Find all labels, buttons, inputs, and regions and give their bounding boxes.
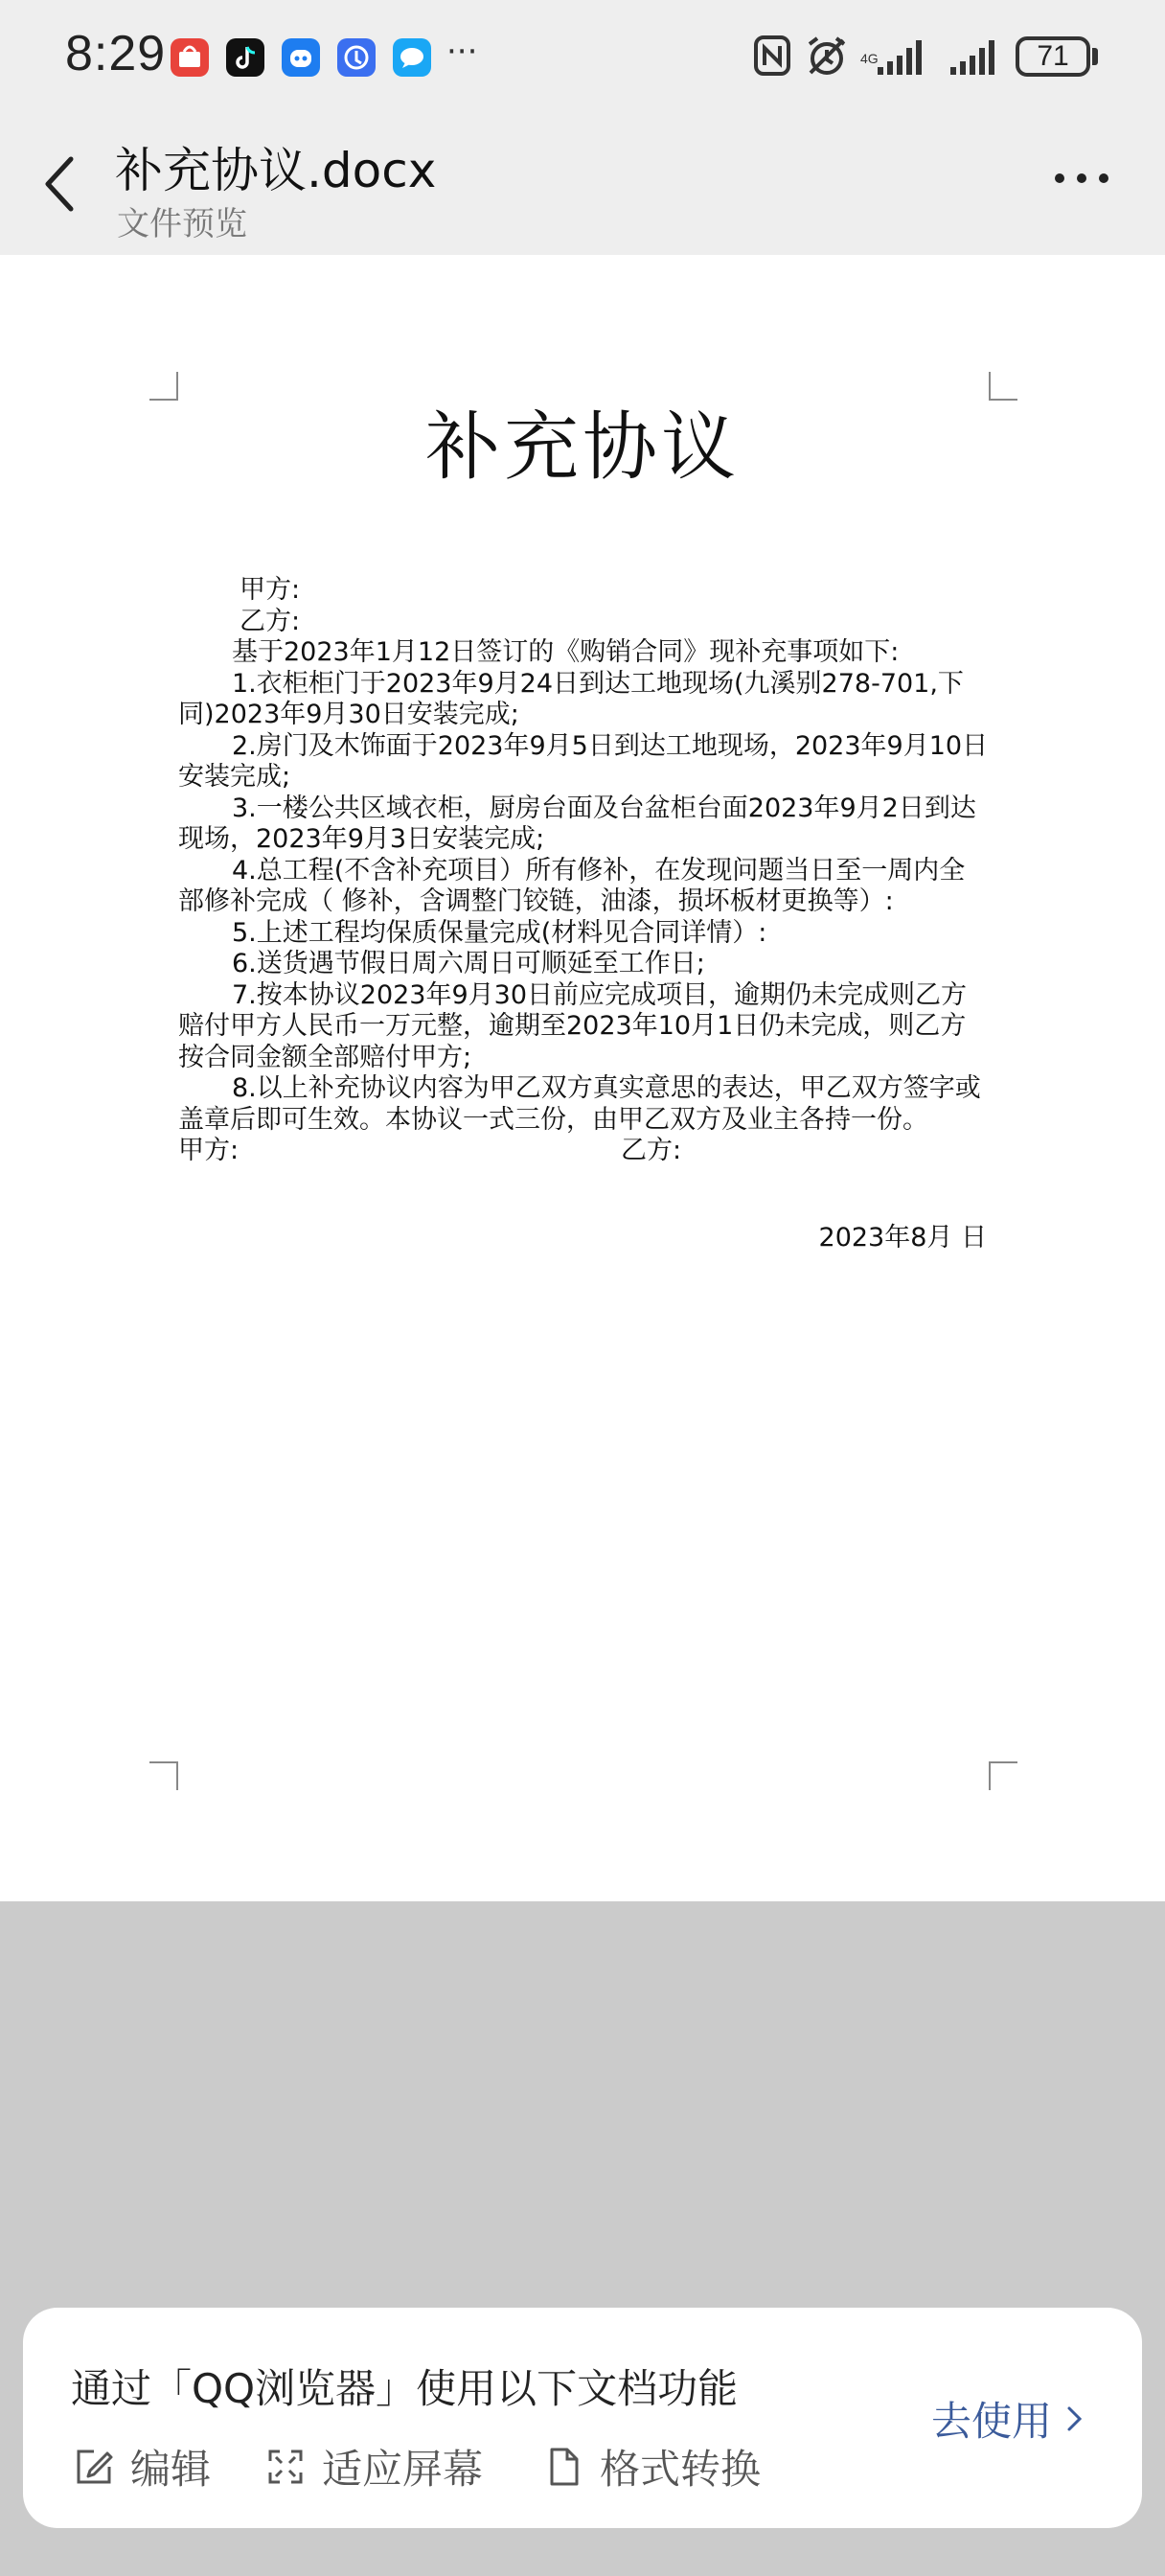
edit-feature-label: 编辑 — [130, 2446, 212, 2493]
party-a-line: 甲方: — [240, 575, 301, 605]
more-notifications-indicator: ··· — [446, 33, 478, 71]
paragraph: 1.衣柜柜门于2023年9月24日到达工地现场(九溪别278-701,下同)2023年9月30日安装完成; — [178, 668, 964, 729]
paragraph: 3.一楼公共区域衣柜，厨房台面及台盆柜台面2023年9月2日到达现场，2023年9月3日安装完成; — [178, 793, 976, 854]
message-icon — [393, 38, 431, 77]
chevron-right-icon — [1065, 2403, 1085, 2435]
signature-party-b: 乙方: — [621, 1136, 682, 1165]
more-options-button[interactable] — [1048, 161, 1115, 196]
document-title: 补充协议 — [424, 404, 740, 491]
paragraph: 5.上述工程均保质保量完成(材料见合同详情）: — [232, 917, 767, 948]
page-corner-mark — [989, 1761, 1017, 1790]
nfc-icon — [753, 34, 791, 77]
paragraph: 基于2023年1月12日签订的《购销合同》现补充事项如下: — [232, 637, 900, 667]
huawei-store-icon — [171, 38, 209, 77]
file-subtitle: 文件预览 — [117, 205, 247, 243]
signal-icon — [860, 34, 929, 79]
alarm-icon — [805, 34, 849, 79]
bot-app-icon — [282, 38, 320, 77]
document-page[interactable] — [0, 255, 1165, 1901]
signal-icon — [948, 34, 998, 79]
paragraph: 6.送货遇节假日周六周日可顺延至工作日; — [232, 949, 705, 978]
go-use-button[interactable] — [931, 2390, 1085, 2448]
document-icon — [542, 2446, 584, 2488]
go-use-label: 去使用 — [931, 2398, 1053, 2445]
party-b-line: 乙方: — [240, 606, 301, 636]
signature-row — [178, 1136, 989, 1167]
paragraph: 4.总工程(不含补充项目）所有修补，在发现问题当日至一周内全部修补完成（ 修补，含调整门铰链，油漆，损坏板材更换等）: — [178, 855, 966, 916]
document-body — [178, 575, 989, 1254]
battery-indicator: 71 — [1016, 36, 1090, 77]
qq-browser-promo-card — [23, 2308, 1142, 2528]
promo-text: 通过「QQ浏览器」使用以下文档功能 — [71, 2365, 739, 2412]
fit-screen-feature-button[interactable] — [264, 2438, 483, 2496]
blue-app-icon — [337, 38, 376, 77]
status-time: 8:29 — [65, 26, 167, 81]
top-bar — [0, 0, 1165, 255]
edit-feature-button[interactable] — [73, 2438, 211, 2496]
battery-cap — [1092, 48, 1098, 65]
document-date: 2023年8月 日 — [818, 1222, 987, 1253]
format-convert-feature-button[interactable] — [542, 2438, 761, 2496]
fit-screen-icon — [264, 2446, 307, 2488]
file-title: 补充协议.docx — [115, 143, 437, 198]
paragraph: 8.以上补充协议内容为甲乙双方真实意思的表达，甲乙双方签字或盖章后即可生效。本协议一式三份，由甲乙双方及业主各持一份。 — [178, 1073, 981, 1135]
signature-party-a: 甲方: — [178, 1136, 240, 1165]
tiktok-icon — [226, 38, 264, 77]
page-corner-mark — [149, 1761, 178, 1790]
paragraph: 7.按本协议2023年9月30日前应完成项目，逾期仍未完成则乙方赔付甲方人民币一万元整，逾期至2023年10月1日仍未完成，则乙方按合同金额全部赔付甲方; — [178, 979, 968, 1072]
back-button[interactable] — [33, 150, 86, 218]
format-convert-feature-label: 格式转换 — [600, 2446, 762, 2493]
paragraph: 2.房门及木饰面于2023年9月5日到达工地现场，2023年9月10日安装完成; — [178, 730, 989, 792]
svg-text:4G: 4G — [860, 51, 879, 66]
fit-screen-feature-label: 适应屏幕 — [322, 2446, 484, 2493]
edit-icon — [73, 2446, 115, 2488]
